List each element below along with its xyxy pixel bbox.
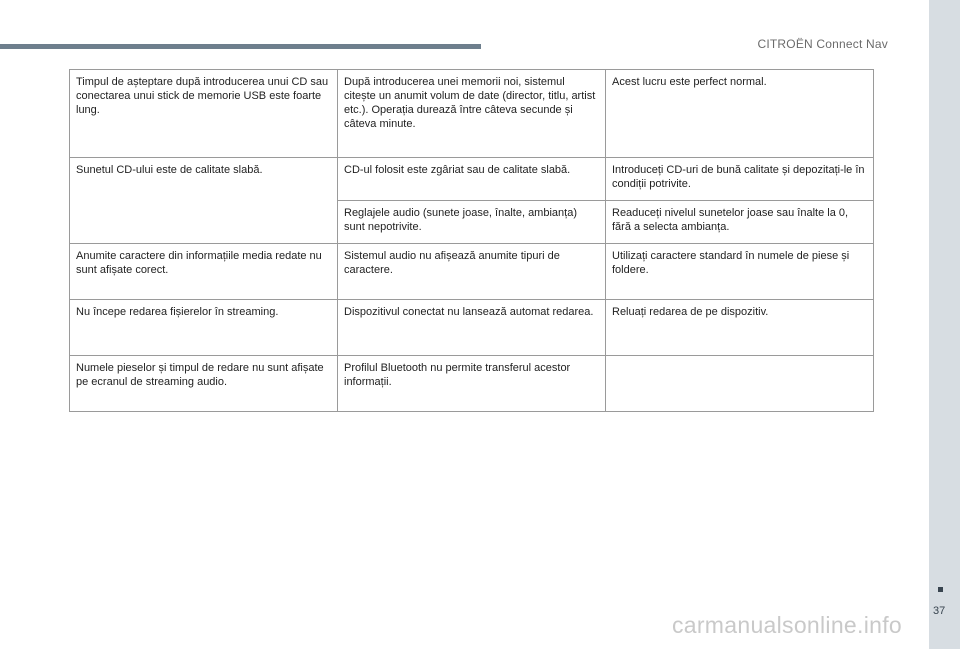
solution-cell	[606, 356, 874, 412]
problem-cell: Sunetul CD-ului este de calitate slabă.	[70, 158, 338, 244]
problem-cell: Timpul de așteptare după introducerea unui CD sau conectarea unui stick de memorie USB este foarte lung.	[70, 70, 338, 158]
header-accent-bar	[0, 44, 481, 49]
solution-cell: Introduceți CD-uri de bună calitate și depozitați-le în condiții potrivite.	[606, 158, 874, 201]
table-row	[70, 300, 874, 356]
solution-cell: Readuceți nivelul sunetelor joase sau înalte la 0, fără a selecta ambianța.	[606, 201, 874, 244]
page-number: 37	[933, 605, 946, 617]
problem-cell: Nu începe redarea fișierelor în streaming.	[70, 300, 338, 356]
troubleshooting-table	[69, 69, 874, 412]
problem-cell: Anumite caractere din informațiile media redate nu sunt afișate corect.	[70, 244, 338, 300]
solution-cell: Acest lucru este perfect normal.	[606, 70, 874, 158]
cause-cell: După introducerea unei memorii noi, sistemul citește un anumit volum de date (director, titlu, artist etc.). Operația durează între câteva secunde și câteva minute.	[338, 70, 606, 158]
table-row	[70, 158, 874, 201]
table-row	[70, 244, 874, 300]
table-row	[70, 70, 874, 158]
solution-cell: Utilizați caractere standard în numele de piese și foldere.	[606, 244, 874, 300]
table-row	[70, 356, 874, 412]
brand-header: CITROËN Connect Nav	[757, 37, 888, 51]
cause-cell: Profilul Bluetooth nu permite transferul acestor informații.	[338, 356, 606, 412]
solution-cell: Reluați redarea de pe dispozitiv.	[606, 300, 874, 356]
page-marker	[938, 587, 943, 592]
problem-cell: Numele pieselor și timpul de redare nu sunt afișate pe ecranul de streaming audio.	[70, 356, 338, 412]
cause-cell: Reglajele audio (sunete joase, înalte, ambianța) sunt nepotrivite.	[338, 201, 606, 244]
cause-cell: Dispozitivul conectat nu lansează automat redarea.	[338, 300, 606, 356]
cause-cell: Sistemul audio nu afișează anumite tipuri de caractere.	[338, 244, 606, 300]
watermark: carmanualsonline.info	[671, 612, 902, 638]
page-edge-band	[929, 0, 960, 649]
cause-cell: CD-ul folosit este zgâriat sau de calitate slabă.	[338, 158, 606, 201]
